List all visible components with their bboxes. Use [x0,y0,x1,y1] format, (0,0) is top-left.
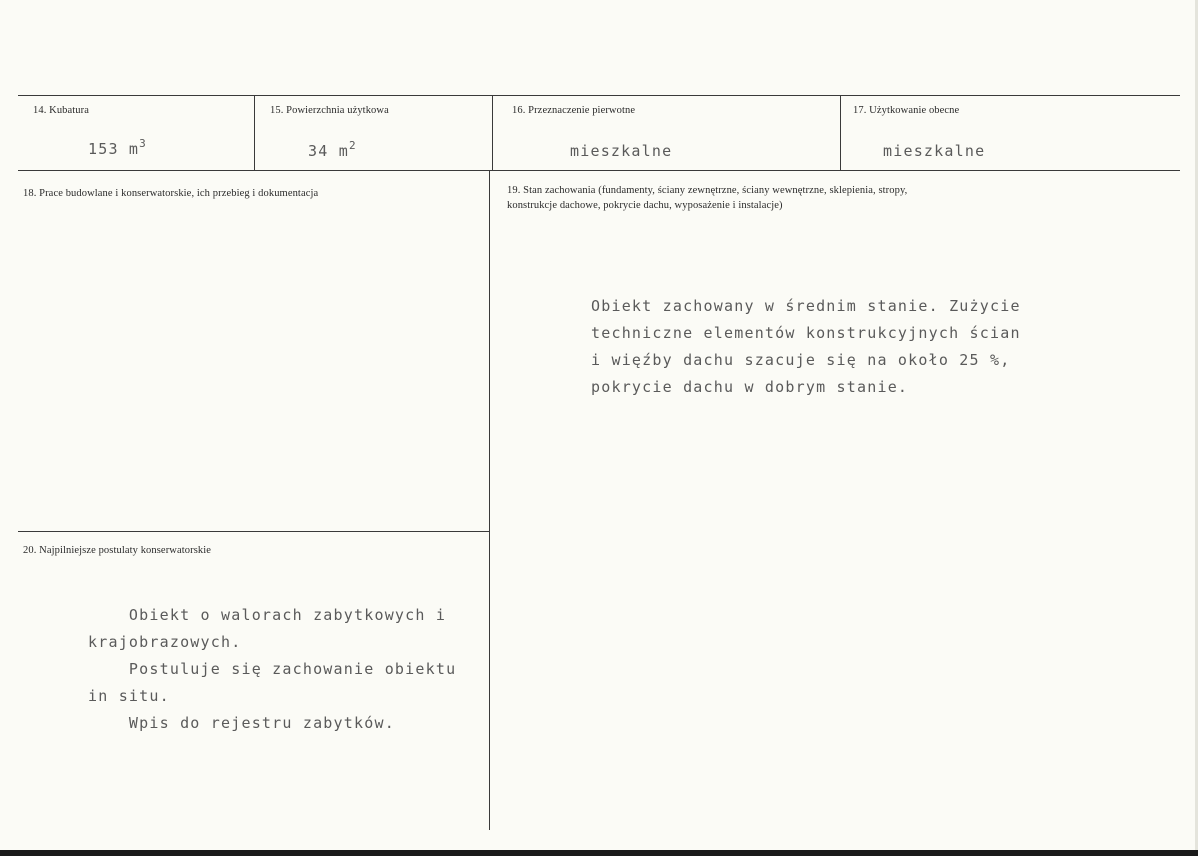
field-15-value [308,139,357,160]
field-14-exponent: 3 [139,137,147,150]
field-20-line-2: krajobrazowych. [88,633,242,651]
form-top-rule [18,95,1180,96]
field-19-label-line1: 19. Stan zachowania (fundamenty, ściany zewnętrzne, ściany wewnętrzne, sklepienia, stropy, [507,185,908,196]
field-19-label-line2: konstrukcje dachowe, pokrycie dachu, wyposażenie i instalacje) [507,200,783,211]
field-20-line-5: Wpis do rejestru zabytków. [88,714,395,732]
field-18-label: 18. Prace budowlane i konserwatorskie, ich przebieg i dokumentacja [23,188,319,199]
field-19-line-1: Obiekt zachowany w średnim stanie. Zużycie [591,297,1021,315]
section20-top-rule [18,531,490,532]
field-20-line-4: in situ. [88,687,170,705]
field-20-text [88,575,456,764]
divider-left-right [489,170,490,830]
field-19-line-2: techniczne elementów konstrukcyjnych ścian [591,324,1021,342]
field-14-label: 14. Kubatura [33,105,90,116]
divider-16-17 [840,95,841,170]
field-20-label: 20. Najpilniejsze postulaty konserwatorskie [23,545,212,556]
field-19-line-4: pokrycie dachu w dobrym stanie. [591,378,909,396]
divider-14-15 [254,95,255,170]
row1-bottom-rule [18,170,1180,171]
field-15-exponent: 2 [348,139,357,152]
field-20-line-1: Obiekt o walorach zabytkowych i [88,606,447,624]
field-14-number: 153 m [88,140,140,158]
field-16-label: 16. Przeznaczenie pierwotne [512,105,636,116]
field-20-line-3: Postuluje się zachowanie obiektu [88,660,457,678]
field-14-value [88,137,147,158]
field-16-value: mieszkalne [570,142,673,160]
field-17-value: mieszkalne [883,142,986,160]
field-17-label: 17. Użytkowanie obecne [853,105,960,116]
field-15-label: 15. Powierzchnia użytkowa [270,105,389,116]
field-19-line-3: i więźby dachu szacuje się na około 25 %, [591,351,1011,369]
divider-15-16 [492,95,493,170]
page-edge-bottom [0,850,1198,856]
field-19-text [591,266,1021,428]
field-15-number: 34 m [308,142,349,160]
